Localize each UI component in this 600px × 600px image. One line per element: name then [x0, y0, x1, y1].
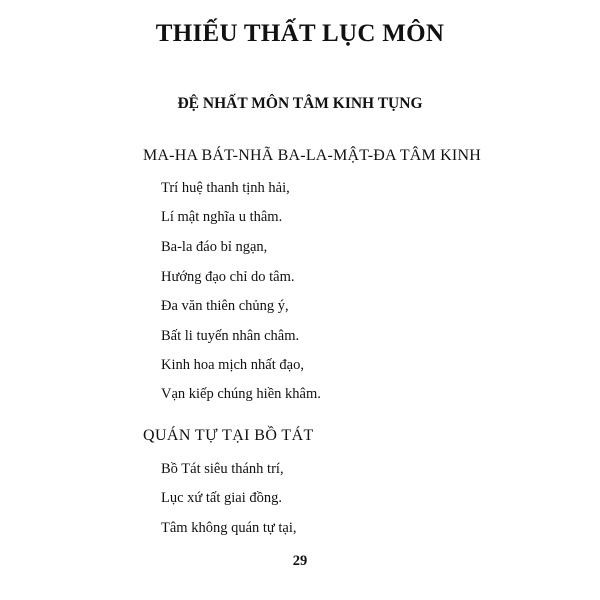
- section-heading: MA-HA BÁT-NHÃ BA-LA-MẬT-ĐA TÂM KINH: [143, 147, 481, 164]
- verse-line: Tâm không quán tự tại,: [161, 520, 297, 536]
- page-subtitle: ĐỆ NHẤT MÔN TÂM KINH TỤNG: [177, 95, 423, 112]
- verse-line: Lục xứ tất giai đồng.: [161, 490, 283, 506]
- verse-line: Hướng đạo chỉ do tâm.: [161, 269, 295, 285]
- page-number: 29: [292, 553, 308, 569]
- verse-line: Đa văn thiên chủng ý,: [161, 298, 289, 314]
- page-title: THIẾU THẤT LỤC MÔN: [155, 20, 445, 47]
- verse-line: Trí huệ thanh tịnh hải,: [161, 180, 290, 196]
- verse-line: Bồ Tát siêu thánh trí,: [161, 461, 284, 477]
- verse-line: Kinh hoa mịch nhất đạo,: [161, 357, 304, 373]
- verse-line: Ba-la đáo bỉ ngạn,: [161, 239, 268, 255]
- verse-line: Lí mật nghĩa u thâm.: [161, 209, 283, 225]
- verse-line: Vạn kiếp chúng hiền khâm.: [161, 386, 321, 402]
- section-heading: QUÁN TỰ TẠI BỒ TÁT: [143, 427, 314, 444]
- verse-line: Bất li tuyến nhân châm.: [161, 328, 300, 344]
